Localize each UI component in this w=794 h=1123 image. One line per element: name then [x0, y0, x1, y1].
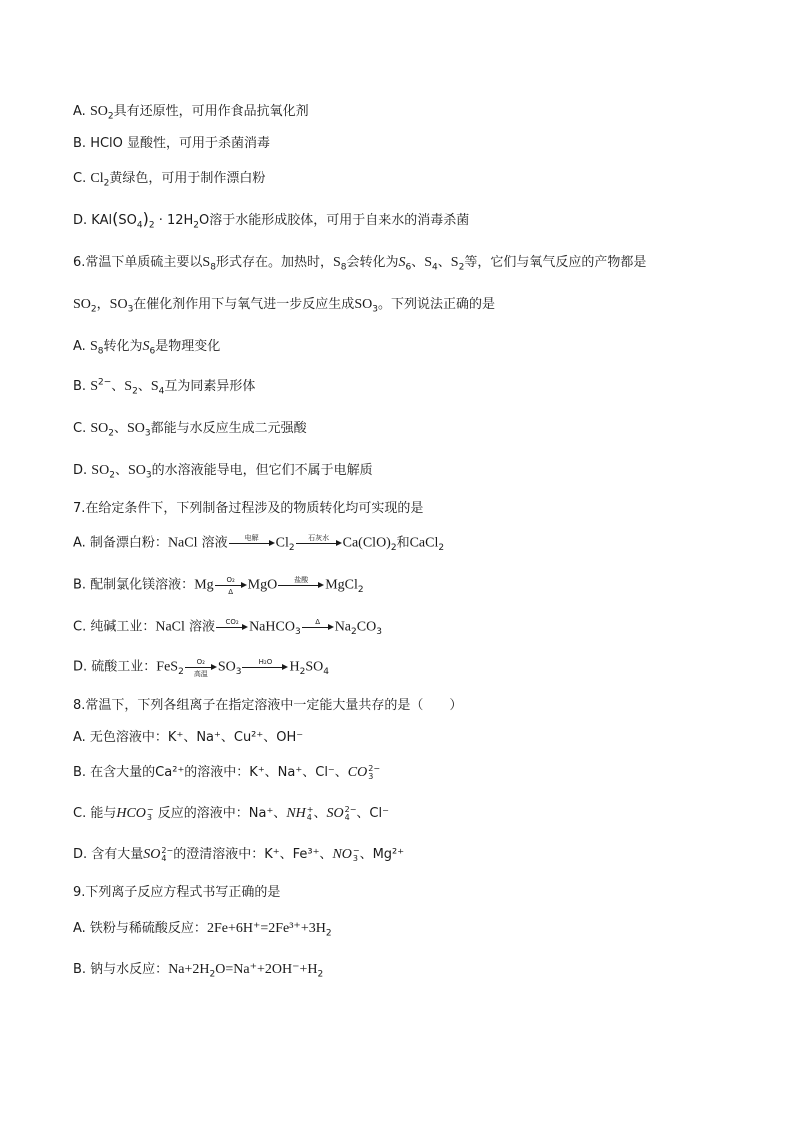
q8-option-a: A. 无色溶液中：K⁺、Na⁺、Cu²⁺、OH⁻	[73, 730, 304, 745]
q6-stem-line1: 6.常温下单质硫主要以$S_8$形式存在。加热时，$S_8$会转化为$S_6$、$S_4$、$S_2$等，它们与氧气反应的产物都是	[73, 255, 647, 273]
reaction-arrow: CO₂	[216, 618, 248, 636]
reaction-arrow: $\frac{\text{O₂}}{\Delta}$	[215, 576, 247, 594]
q5-option-d: D. $KAl(SO_4)_2 \cdot 12H_2O$溶于水能形成胶体，可用于自来水的消毒杀菌	[73, 209, 470, 231]
reaction-arrow: Δ	[302, 618, 334, 636]
q5-option-a: A. $SO_2$具有还原性，可用作食品抗氧化剂	[73, 104, 309, 122]
q8-option-c: C. 能与HCO − 3 反应的溶液中：Na⁺、NH + 4 、SO 2− 4 、Cl⁻	[73, 804, 389, 822]
q7-option-d: D. 硫酸工业：FeS$_2$ O₂ 高温 $SO_3$ H₂O $H_2SO_4$	[73, 658, 329, 678]
reaction-arrow: H₂O	[242, 658, 288, 676]
reaction-arrow: O₂ 高温	[185, 658, 217, 676]
q6-stem-line2: $SO_2$，$SO_3$在催化剂作用下与氧气进一步反应生成$SO_3$。下列说法正确的是	[73, 297, 495, 315]
reaction-arrow: 盐酸	[278, 576, 324, 594]
q9-stem: 9.下列离子反应方程式书写正确的是	[73, 885, 281, 900]
q6-option-d: D. $SO_2$、$SO_3$的水溶液能导电，但它们不属于电解质	[73, 463, 373, 481]
q5-option-c: C. $Cl_2$黄绿色，可用于制作漂白粉	[73, 171, 266, 189]
q8-option-d: D. 含有大量SO 2− 4 的澄清溶液中：K⁺、Fe³⁺、NO − 3 、Mg²⁺	[73, 845, 405, 863]
q7-option-b: B. 配制氯化镁溶液：Mg $\frac{\text{O₂}}{\Delta}$ MgO 盐酸 MgCl$_2$	[73, 576, 364, 596]
q8-option-b: B. 在含大量的Ca²⁺的溶液中：K⁺、Na⁺、Cl⁻、CO 2− 3	[73, 763, 381, 781]
q9-option-b: B. 钠与水反应：$Na+2H_2O=Na^++2OH^-+H_2$	[73, 962, 324, 980]
reaction-arrow: 电解	[229, 534, 275, 552]
q6-option-a: A. $S_8$转化为$S_6$是物理变化	[73, 339, 221, 357]
reaction-arrow: 石灰水	[296, 534, 342, 552]
q7-option-a: A. 制备漂白粉：NaCl 溶液 电解 $Cl_2$ 石灰水 $Ca(ClO)_2$和CaCl$_2$	[73, 534, 445, 554]
q9-option-a: A. 铁粉与稀硫酸反应：$2Fe+6H^+=2Fe^{3+}+3H_2$	[73, 921, 332, 939]
q7-stem: 7.在给定条件下，下列制备过程涉及的物质转化均可实现的是	[73, 501, 424, 516]
q6-option-c: C. $SO_2$、$SO_3$都能与水反应生成二元强酸	[73, 421, 307, 439]
q5-option-b: B. HClO 显酸性，可用于杀菌消毒	[73, 136, 271, 151]
q6-option-b: B. $S^{2-}$、$S_2$、$S_4$互为同素异形体	[73, 377, 256, 397]
q8-stem: 8.常温下，下列各组离子在指定溶液中一定能大量共存的是（ ）	[73, 698, 463, 713]
q7-option-c: C. 纯碱工业：NaCl 溶液 CO₂ NaHCO$_3$ Δ $Na_2CO_3$	[73, 618, 382, 638]
